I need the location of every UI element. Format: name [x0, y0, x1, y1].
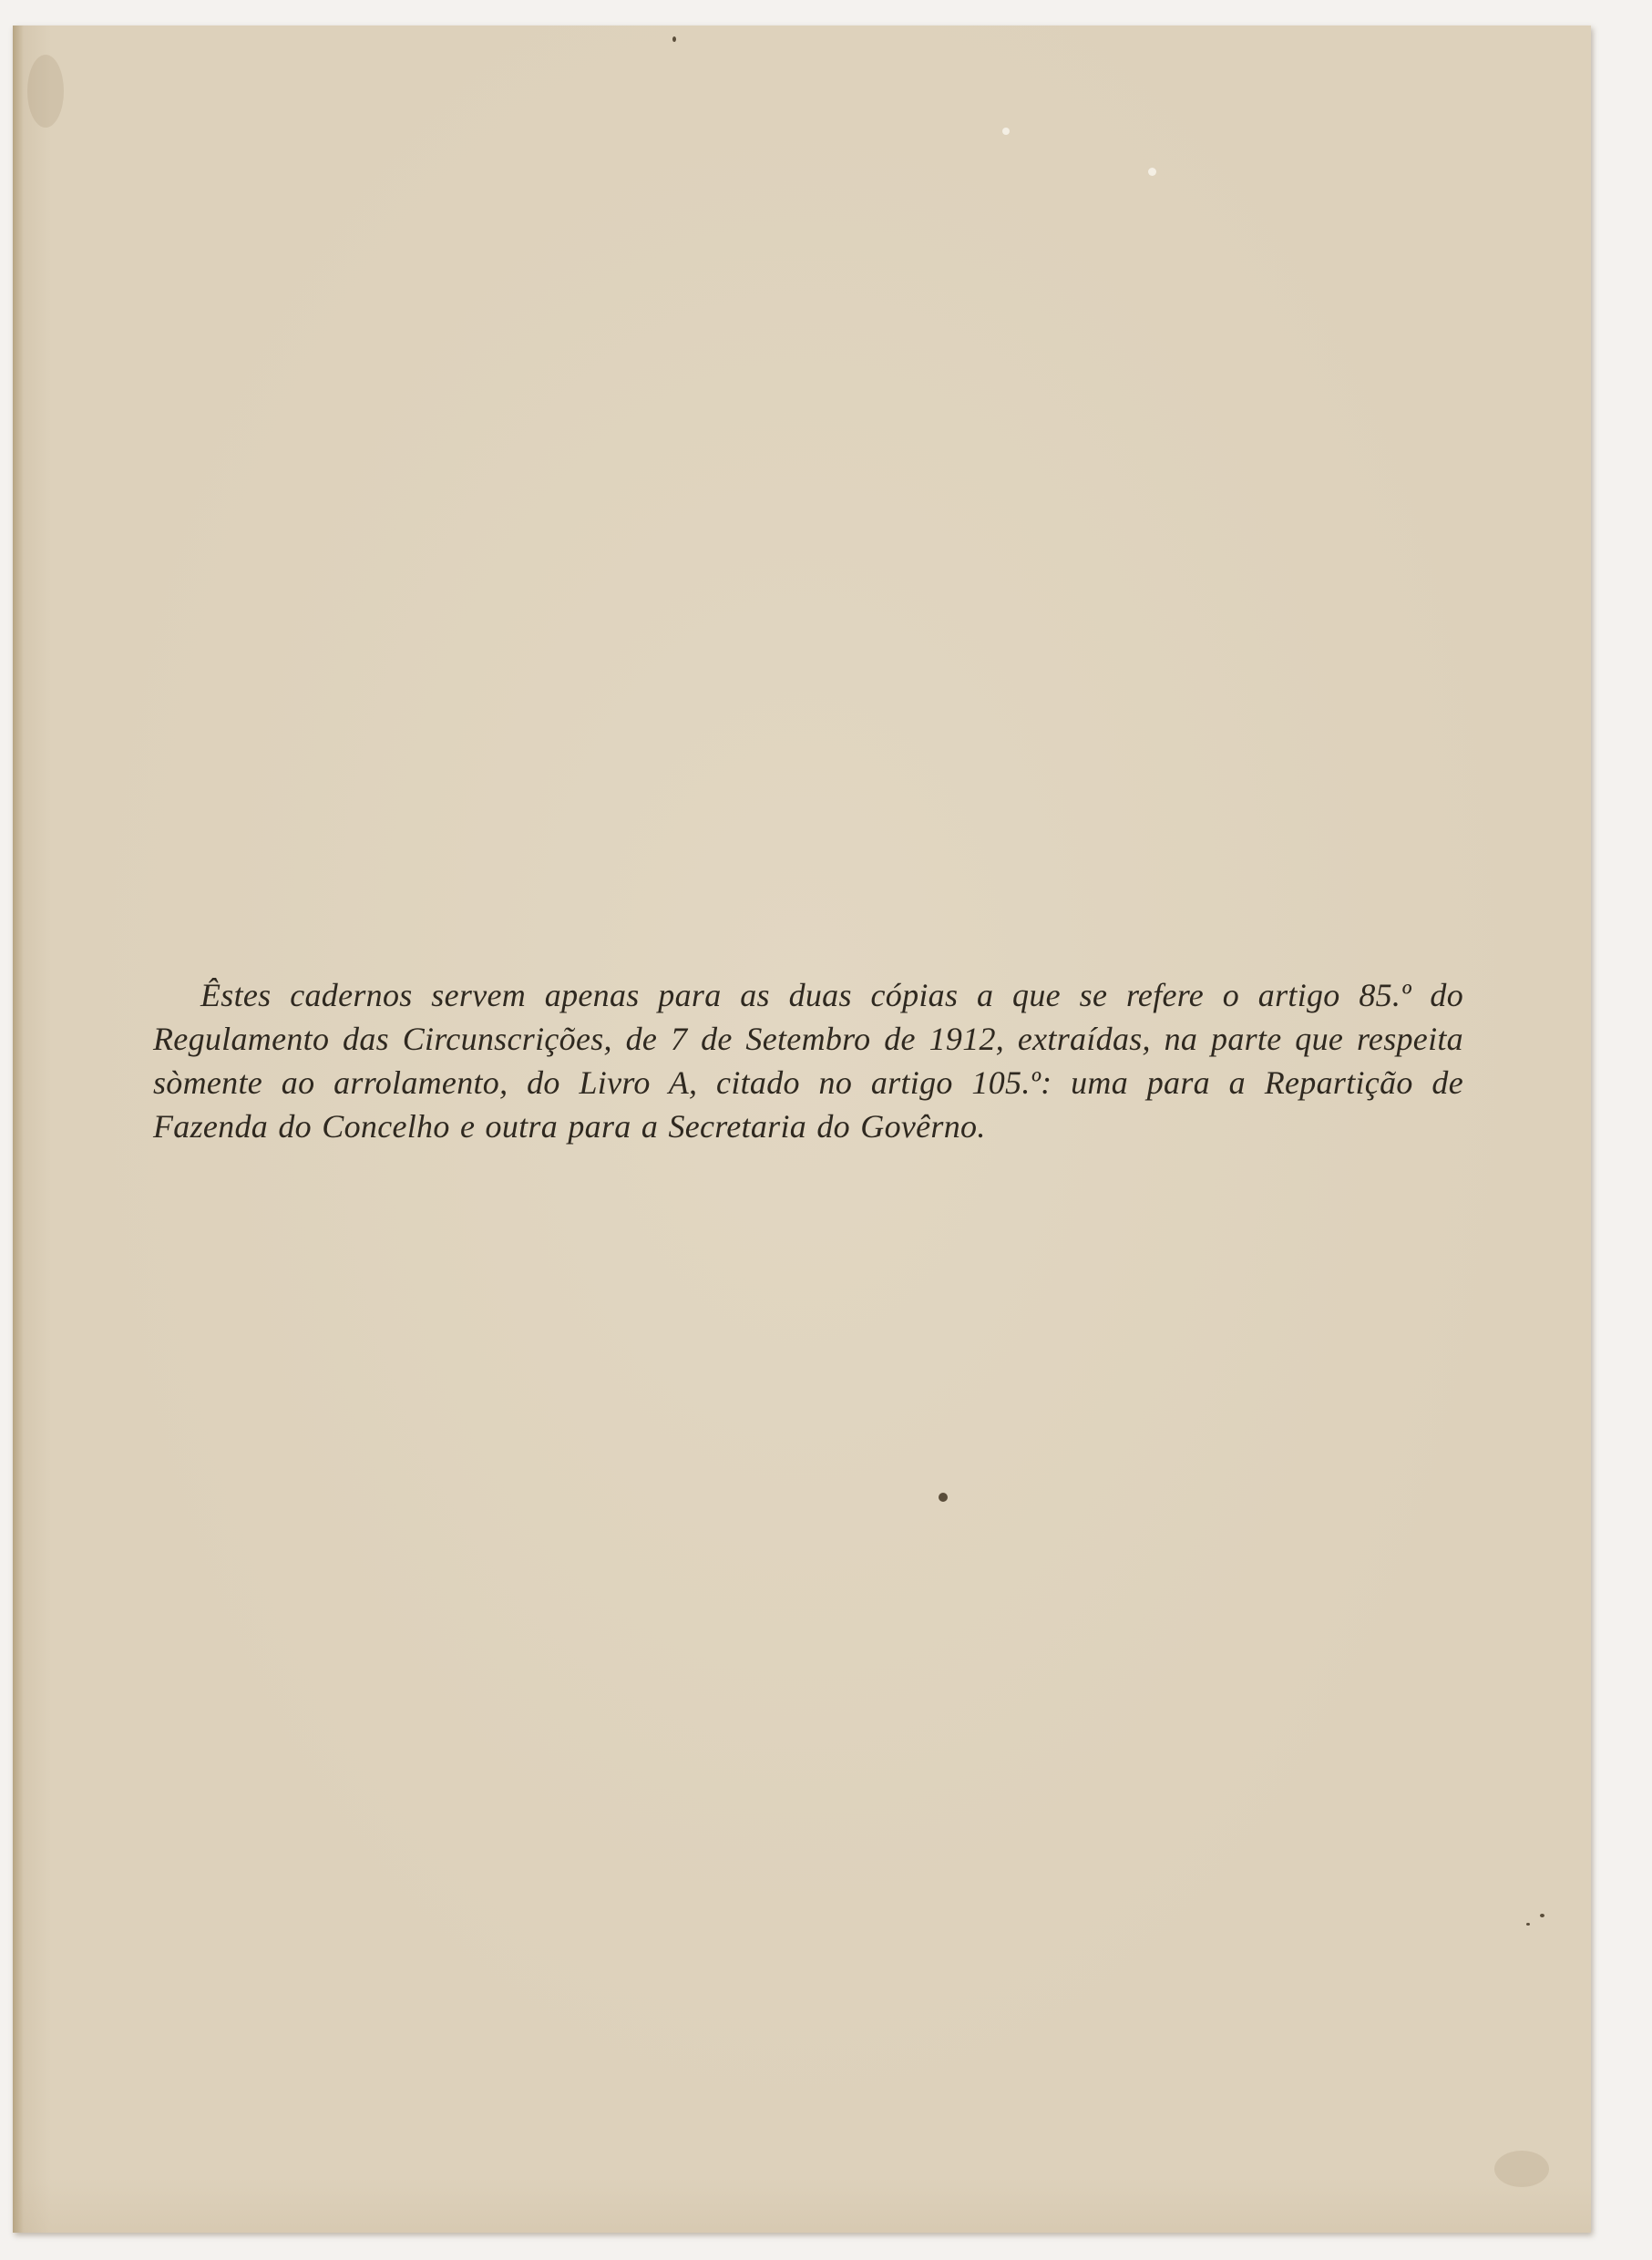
- paper-speck: [672, 36, 676, 42]
- paper-speck: [1002, 128, 1010, 135]
- notice-paragraph: Êstes cadernos servem apenas para as duas cópias a que se refere o artigo 85.º do Regulamento das Circunscrições, de 7 de Setembro de 1912, extraídas, na parte que respeita sòmente ao arrolamento, do Livro A, citado no artigo 105.º: uma para a Repartição de Fazenda do Concelho e outra para a Secretaria do Govêrno.: [153, 977, 1463, 1145]
- paper-speck: [1540, 1914, 1544, 1917]
- paper-stain: [27, 55, 64, 128]
- page-binding-edge: [13, 26, 24, 2233]
- paper-speck: [1148, 168, 1156, 176]
- paper-speck: [1526, 1923, 1530, 1926]
- paper-stain: [1494, 2151, 1549, 2187]
- paper-speck: [939, 1493, 948, 1502]
